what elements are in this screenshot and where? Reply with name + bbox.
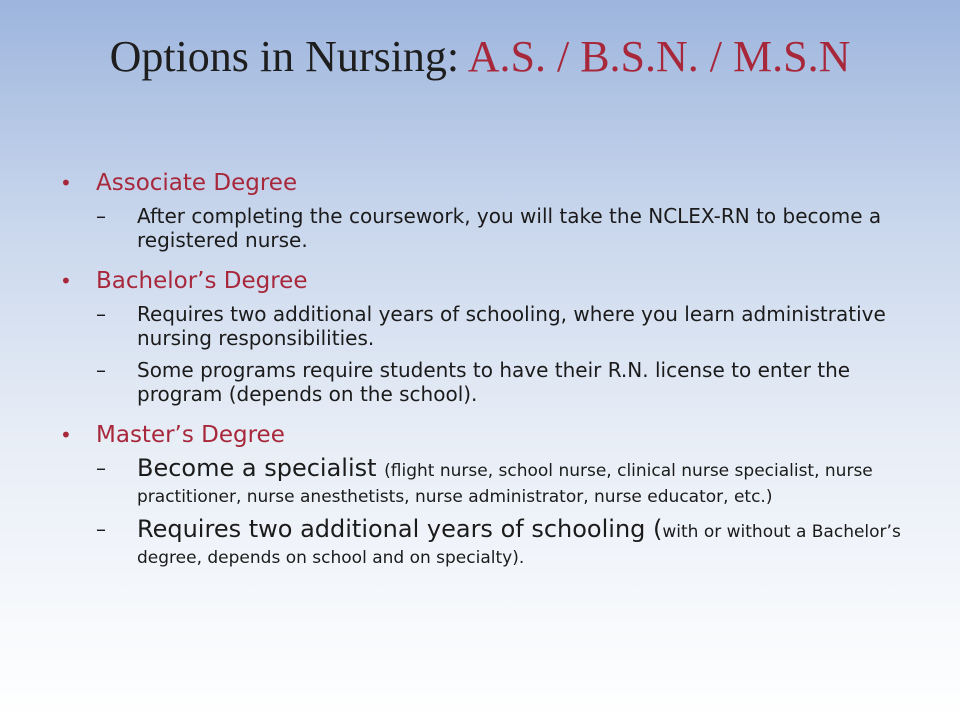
sub-item-bachelors-1 xyxy=(60,302,920,350)
bullet-associate-degree xyxy=(60,168,920,198)
dash-icon: – xyxy=(96,204,106,228)
dash-icon: – xyxy=(96,517,106,541)
sub-lead: Become a specialist xyxy=(137,454,385,482)
sub-item-bachelors-2 xyxy=(60,358,920,406)
sub-detail: (flight nurse, school nurse, clinical nurse specialist, nurse practitioner, nurse anesthetists, nurse administrator, nurse educator, etc.) xyxy=(137,461,873,507)
sub-text: Some programs require students to have their R.N. license to enter the program (depends on the school). xyxy=(137,358,851,406)
dash-icon: – xyxy=(96,358,106,382)
sub-item-masters-2 xyxy=(60,517,920,570)
title-accent: A.S. / B.S.N. / M.S.N xyxy=(467,32,851,81)
dash-icon: – xyxy=(96,302,106,326)
bullet-icon: • xyxy=(60,423,72,447)
title-main: Options in Nursing: xyxy=(109,32,468,81)
bullet-masters-degree xyxy=(60,420,920,450)
heading-associate-degree: Associate Degree xyxy=(96,170,298,196)
slide-title xyxy=(60,30,900,84)
heading-masters-degree: Master’s Degree xyxy=(96,422,285,448)
bullet-icon: • xyxy=(60,269,72,293)
bullet-bachelors-degree xyxy=(60,266,920,296)
sub-item-masters-1 xyxy=(60,456,920,509)
sub-text: After completing the coursework, you will take the NCLEX-RN to become a registered nurse. xyxy=(137,204,882,252)
dash-icon: – xyxy=(96,456,106,480)
bullet-icon: • xyxy=(60,171,72,195)
sub-lead: Requires two additional years of schooling ( xyxy=(137,515,663,543)
sub-detail: with or without a Bachelor’s degree, depends on school and on specialty). xyxy=(137,522,901,568)
slide-body xyxy=(60,168,920,570)
sub-text: Requires two additional years of schooling, where you learn administrative nursing responsibilities. xyxy=(137,302,886,350)
sub-item-associate-1 xyxy=(60,204,920,252)
heading-bachelors-degree: Bachelor’s Degree xyxy=(96,268,308,294)
